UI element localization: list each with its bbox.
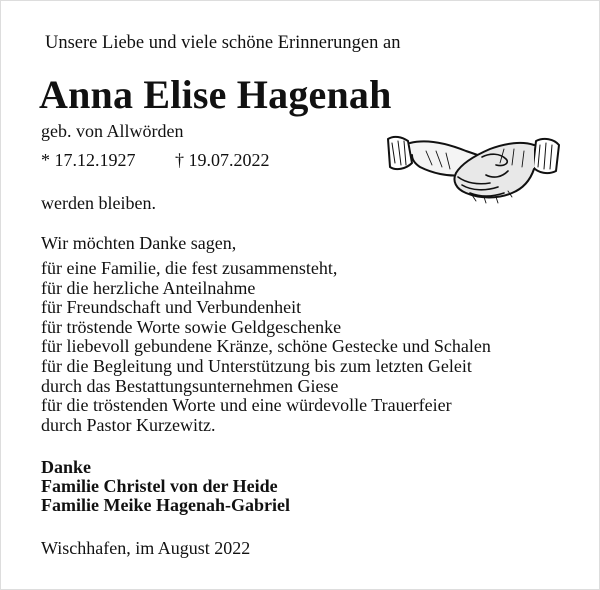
remain-text: werden bleiben. [41, 193, 156, 213]
thanks-line: durch das Bestattungsunternehmen Giese [41, 375, 339, 396]
clasped-hands-icon [386, 129, 561, 209]
death-date: † 19.07.2022 [175, 150, 270, 170]
thanks-list [41, 259, 491, 435]
thanks-line: für eine Familie, die fest zusammensteht, [41, 258, 338, 278]
signature-family-1: Familie Christel von der Heide [41, 476, 278, 496]
thanks-line: für die Begleitung und Unterstützung bis zum letzten Geleit [41, 355, 472, 376]
thanks-line: für tröstende Worte sowie Geldgeschenke [41, 316, 342, 337]
thanks-intro: Wir möchten Danke sagen, [41, 233, 237, 253]
thanks-line: für die tröstenden Worte und eine würdevolle Trauerfeier [41, 395, 452, 416]
place-date: Wischhafen, im August 2022 [41, 538, 251, 558]
thanks-line: für Freundschaft und Verbundenheit [41, 297, 302, 318]
signature-thanks: Danke [41, 457, 92, 477]
birth-name: geb. von Allwörden [41, 121, 184, 141]
life-dates [41, 150, 270, 170]
thanks-line: durch Pastor Kurzewitz. [41, 414, 216, 435]
thanks-line: für die herzliche Anteilnahme [41, 277, 256, 298]
birth-date: * 17.12.1927 [41, 150, 136, 170]
thanks-line: für liebevoll gebundene Kränze, schöne Gestecke und Schalen [41, 336, 491, 357]
deceased-name: Anna Elise Hagenah [39, 72, 392, 117]
intro-text: Unsere Liebe und viele schöne Erinnerungen an [45, 33, 401, 53]
signature-block [41, 458, 290, 515]
signature-family-2: Familie Meike Hagenah-Gabriel [41, 495, 290, 515]
